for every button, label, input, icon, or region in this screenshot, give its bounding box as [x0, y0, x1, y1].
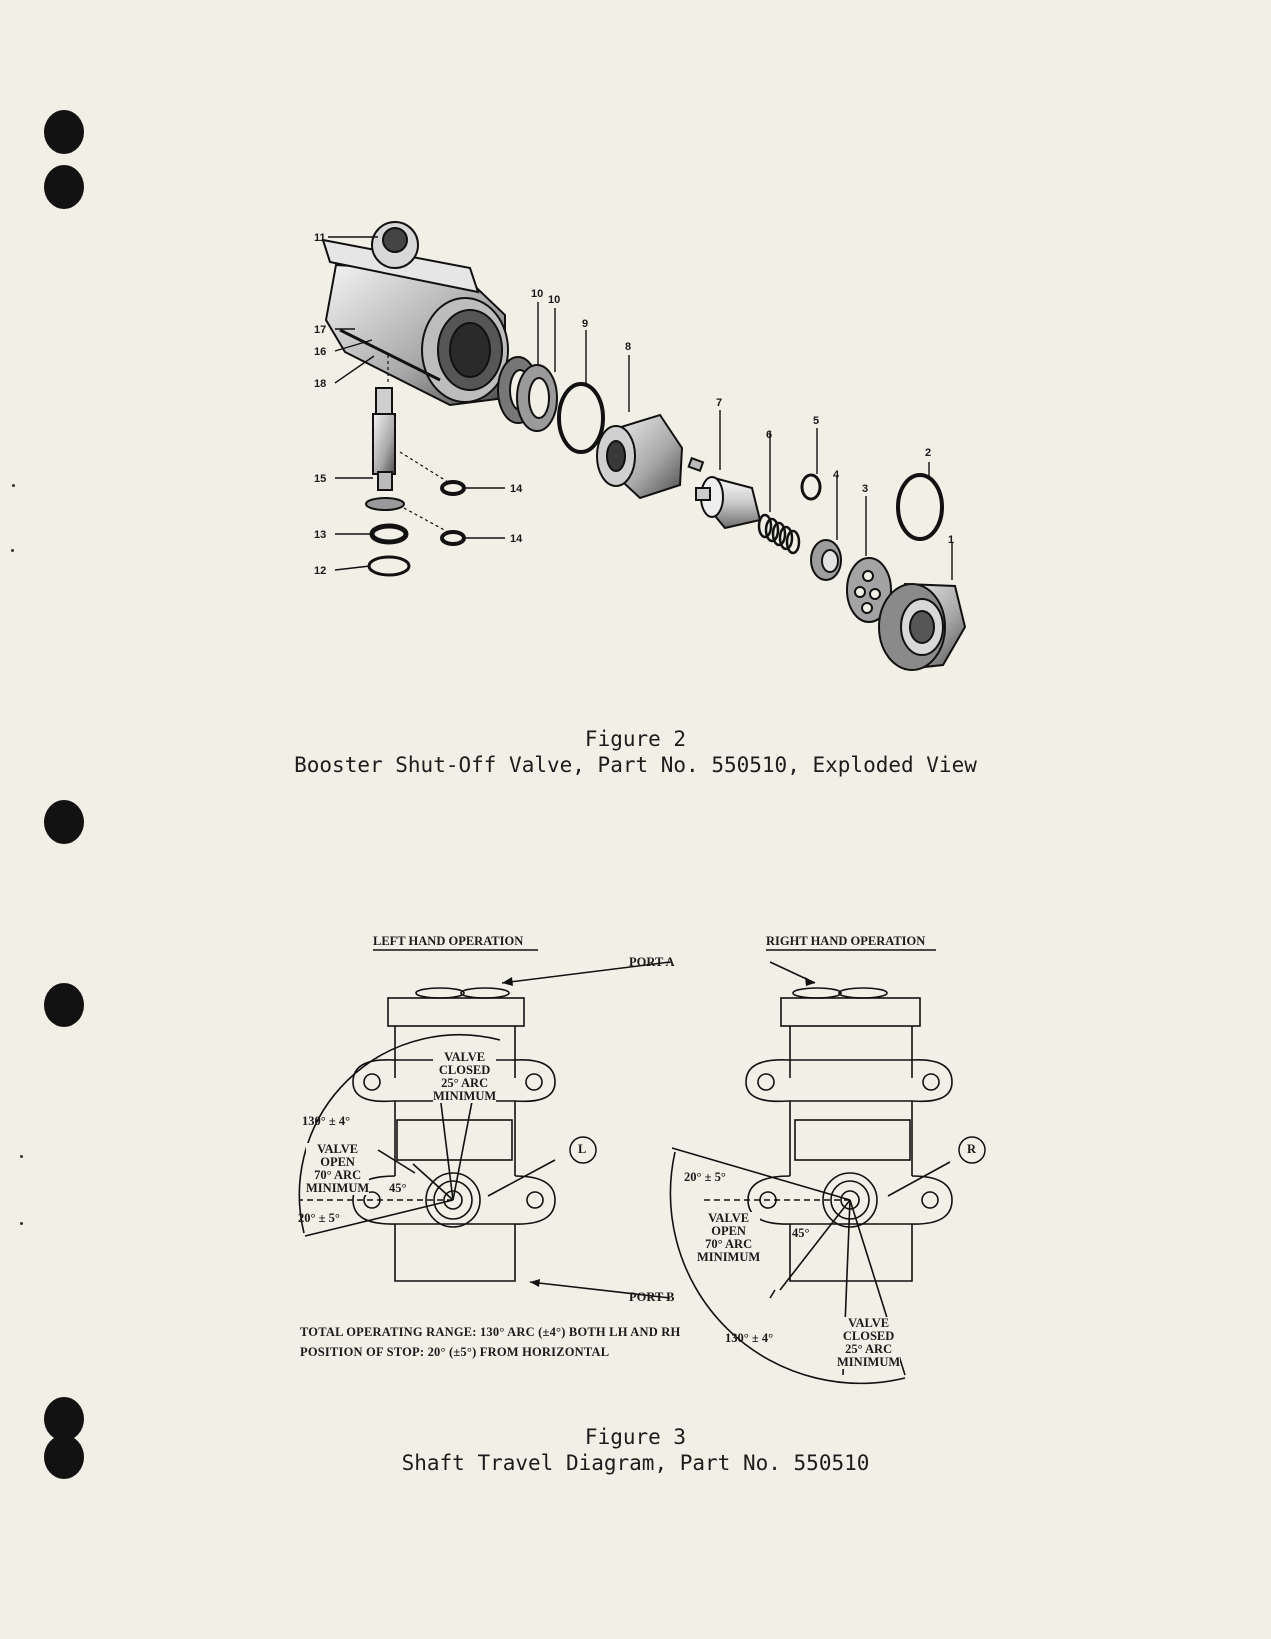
note-stop-position: POSITION OF STOP: 20° (±5°) FROM HORIZONTAL	[300, 1345, 610, 1359]
callout-8: 8	[625, 341, 632, 353]
callout-10b: 10	[548, 294, 561, 306]
callout-3: 3	[862, 483, 869, 495]
callout-7: 7	[716, 397, 723, 409]
operating-notes	[300, 1322, 680, 1362]
callout-18: 18	[314, 378, 327, 390]
callout-11: 11	[314, 232, 326, 244]
left-hand-heading: LEFT HAND OPERATION	[373, 934, 524, 948]
callout-9: 9	[582, 318, 589, 330]
callout-5: 5	[813, 415, 820, 427]
right-stop-label: 20° ± 5°	[684, 1170, 726, 1184]
callout-16: 16	[314, 346, 327, 358]
callout-12: 12	[314, 565, 327, 577]
callout-2: 2	[925, 447, 932, 459]
callout-4: 4	[833, 469, 840, 481]
left-angle-label: 45°	[389, 1181, 407, 1195]
right-valve-closed-label: VALVE CLOSED 25° ARC MINIMUM	[837, 1316, 901, 1369]
right-hand-heading: RIGHT HAND OPERATION	[766, 934, 926, 948]
left-stop-label: 20° ± 5°	[298, 1211, 340, 1225]
port-b-label: PORT B	[629, 1290, 675, 1304]
left-hand-marker-label: L	[578, 1142, 587, 1156]
figure-3-caption	[0, 1424, 1271, 1476]
callout-17: 17	[314, 324, 327, 336]
right-angle-label: 45°	[792, 1226, 810, 1240]
figure-3-title: Shaft Travel Diagram, Part No. 550510	[401, 1451, 870, 1475]
figure-2-title: Booster Shut-Off Valve, Part No. 550510, Exploded View	[294, 753, 977, 777]
left-valve-open-label: VALVE OPEN 70° ARC MINIMUM	[306, 1142, 370, 1195]
right-range-label: 130° ± 4°	[725, 1331, 774, 1345]
right-valve-open-label: VALVE OPEN 70° ARC MINIMUM	[697, 1211, 761, 1264]
left-range-label: 130° ± 4°	[302, 1114, 351, 1128]
left-valve-closed-label: VALVE CLOSED 25° ARC MINIMUM	[433, 1050, 497, 1103]
port-a-label: PORT A	[629, 955, 675, 969]
callout-10a: 10	[531, 288, 544, 300]
callout-14b: 14	[510, 533, 523, 545]
figure-2-number: Figure 2	[584, 727, 687, 751]
callout-13: 13	[314, 529, 327, 541]
callout-15: 15	[314, 473, 327, 485]
callout-1: 1	[948, 534, 955, 546]
figure-3-number: Figure 3	[584, 1425, 687, 1449]
note-operating-range: TOTAL OPERATING RANGE: 130° ARC (±4°) BOTH LH AND RH	[300, 1325, 681, 1339]
right-hand-marker-label: R	[967, 1142, 977, 1156]
callout-6: 6	[766, 429, 773, 441]
callout-14a: 14	[510, 483, 523, 495]
